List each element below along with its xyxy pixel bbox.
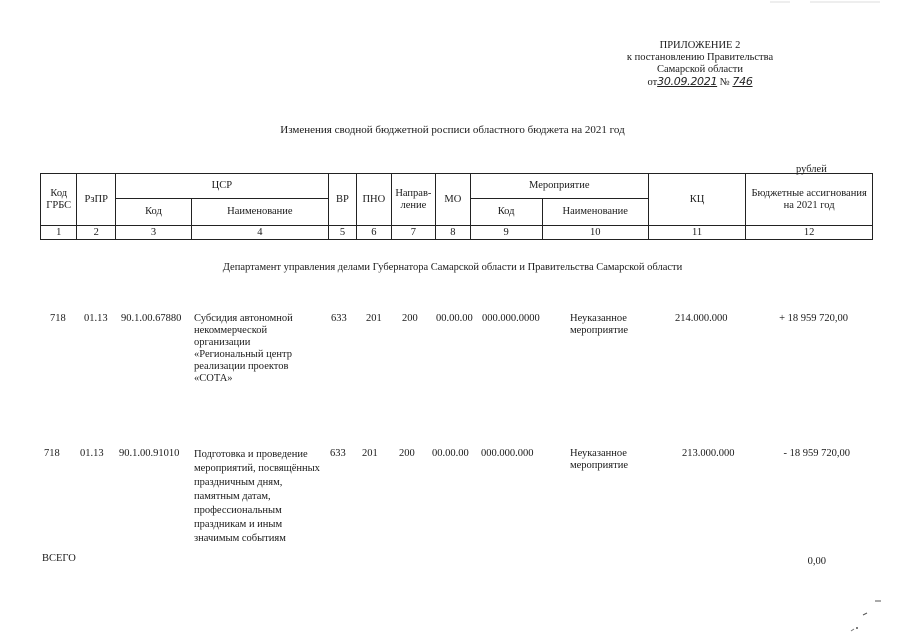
header-csr-code: Код [115,199,191,226]
column-number: 6 [357,226,391,240]
approval-number: 746 [732,75,753,88]
row-mo: 00.00.00 [436,313,473,324]
column-number: 8 [436,226,470,240]
row-pno: 201 [362,448,378,459]
row-mo: 00.00.00 [432,448,469,459]
row-event-code: 000.000.000 [481,448,534,459]
approval-date-line [600,76,800,89]
column-number: 2 [77,226,116,240]
page-title: Изменения сводной бюджетной росписи областного бюджета на 2021 год [280,124,625,136]
row-rzpr: 01.13 [80,448,104,459]
row-vr: 633 [330,448,346,459]
scan-specks [845,595,895,635]
row-grbs: 718 [44,448,60,459]
column-number: 4 [191,226,328,240]
row-kc: 214.000.000 [675,313,728,324]
row-csr-code: 90.1.00.67880 [121,313,182,324]
header-vr: ВР [328,174,356,226]
approval-line3: Самарской области [657,64,743,75]
row-csr-name: Субсидия автономной некоммерческой организации «Региональный центр реализации проектов «СОТА» [194,313,293,384]
row-direction: 200 [402,313,418,324]
row-vr: 633 [331,313,347,324]
approval-date: 30.09.2021 [657,75,718,88]
header-kc: КЦ [648,174,745,226]
header-direction: Направ-ление [391,174,436,226]
row-grbs: 718 [50,313,66,324]
scan-marks [760,0,900,8]
row-csr-code: 90.1.00.91010 [119,448,180,459]
column-number: 7 [391,226,436,240]
header-table [40,173,873,240]
row-event-name: Неуказанное мероприятие [570,448,628,471]
column-number: 3 [115,226,191,240]
column-number: 11 [648,226,745,240]
approval-number-sign: № [719,77,730,88]
header-csr: ЦСР [115,174,328,199]
column-number: 1 [41,226,77,240]
header-event-name: Наименование [542,199,648,226]
unit-label: рублей [796,164,827,175]
column-number: 10 [542,226,648,240]
row-event-name: Неуказанное мероприятие [570,313,628,336]
header-pno: ПНО [357,174,391,226]
approval-line1: ПРИЛОЖЕНИЕ 2 [659,40,741,51]
total-value: 0,00 [807,556,826,567]
header-event: Мероприятие [470,174,648,199]
header-grbs: Код ГРБС [41,174,77,226]
row-event-code: 000.000.0000 [482,313,540,324]
row-pno: 201 [366,313,382,324]
row-rzpr: 01.13 [84,313,108,324]
total-label: ВСЕГО [42,553,76,564]
header-event-code: Код [470,199,542,226]
row-direction: 200 [399,448,415,459]
row-kc: 213.000.000 [682,448,735,459]
column-number: 5 [328,226,356,240]
row-csr-name: Подготовка и проведение мероприятий, посвящённых праздничным дням, памятным датам, профессиональным праздникам и иным значимым событиям [194,449,320,544]
column-number: 9 [470,226,542,240]
column-number: 12 [746,226,873,240]
header-csr-name: Наименование [191,199,328,226]
approval-block [600,40,800,89]
department-heading: Департамент управления делами Губернатора Самарской области и Правительства Самарской области [222,262,683,273]
header-mo: МО [436,174,470,226]
header-budget: Бюджетные ассигнования на 2021 год [746,174,873,226]
row-amount: - 18 959 720,00 [783,448,850,459]
approval-line2: к постановлению Правительства [626,52,774,63]
header-rzpr: РзПР [77,174,116,226]
row-amount: + 18 959 720,00 [779,313,848,324]
approval-from-prefix: от [647,77,658,88]
